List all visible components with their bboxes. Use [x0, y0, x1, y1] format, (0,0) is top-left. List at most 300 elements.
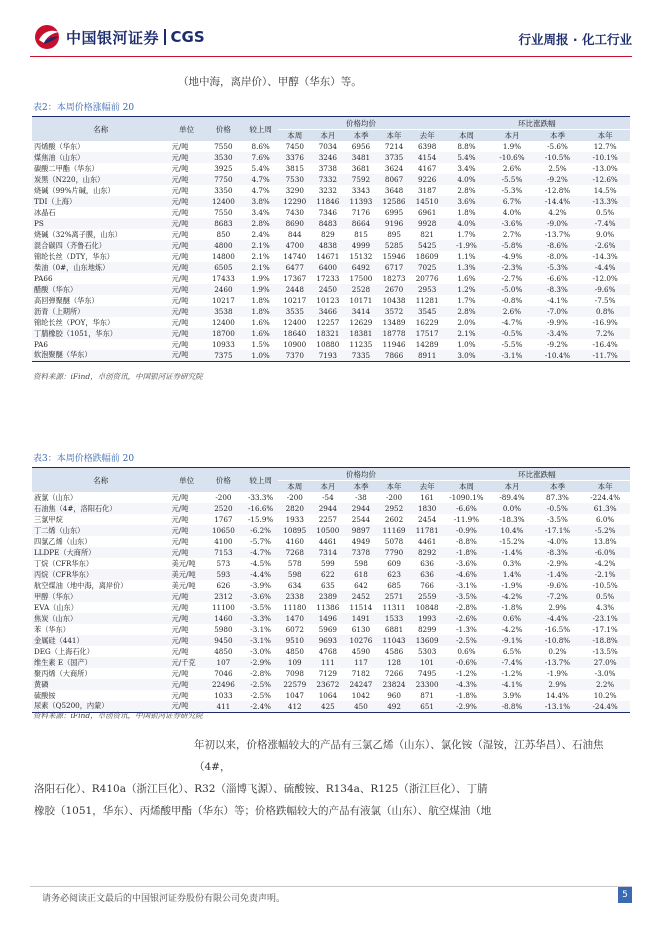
col-sub: 去年: [411, 130, 444, 142]
value-cell: 4590: [351, 647, 371, 656]
table-row: [32, 690, 630, 701]
value-cell: -13.0%: [592, 164, 618, 173]
value-cell: -1.9%: [547, 669, 568, 678]
col-name: 名称: [32, 468, 170, 493]
product-name-cell: PA6: [34, 340, 48, 349]
value-cell: 12400: [211, 318, 235, 327]
value-cell: 6995: [384, 208, 404, 217]
value-cell: 3925: [214, 164, 233, 173]
value-cell: 2.1%: [444, 328, 490, 339]
value-cell: 2454: [417, 515, 437, 524]
value-cell: 17367: [283, 274, 307, 283]
value-cell: 7176: [351, 208, 371, 217]
value-cell: -33.3%: [248, 493, 274, 502]
product-name-cell: 混合碳四（齐鲁石化）: [32, 240, 170, 251]
table-row: [32, 284, 630, 295]
value-cell: 9196: [378, 218, 411, 229]
value-cell: 4100: [214, 537, 233, 546]
value-cell: 0.5%: [580, 591, 630, 602]
value-cell: 4167: [417, 164, 437, 173]
product-name-cell: 聚丙烯（大商所）: [34, 668, 92, 678]
col-wow: 较上周: [243, 468, 278, 493]
table-row: [32, 668, 630, 679]
value-cell: 1767: [214, 515, 233, 524]
value-cell: 5303: [417, 647, 437, 656]
value-cell: 636: [411, 569, 444, 580]
value-cell: 1064: [318, 691, 337, 700]
table-row: [32, 339, 630, 350]
unit-cell: 元/吨: [171, 317, 189, 327]
value-cell: 9450: [204, 635, 243, 646]
value-cell: 11393: [344, 196, 377, 207]
col-sub: 本季: [344, 481, 377, 493]
value-cell: 4160: [285, 537, 304, 546]
value-cell: 2.0%: [457, 318, 476, 327]
product-name-cell: 石油焦（4#，洛阳石化）: [32, 503, 170, 514]
value-cell: 61.3%: [580, 503, 630, 514]
table-row: [32, 218, 630, 229]
value-cell: 7450: [285, 142, 304, 151]
value-cell: -9.0%: [535, 218, 581, 229]
value-cell: 1491: [344, 613, 377, 624]
paragraph-line: 橡胶（1051，华东）、丙烯酸甲酯（华东）等；价格跌幅较大的产品有液氯（山东）、航空煤油（地: [34, 805, 492, 817]
unit-cell: 元/吨: [170, 262, 204, 273]
value-cell: -0.5%: [535, 503, 581, 514]
unit-cell: 美元/吨: [171, 558, 196, 568]
value-cell: 2944: [311, 503, 344, 514]
table-row: [32, 503, 630, 514]
value-cell: 18381: [344, 328, 377, 339]
value-cell: 14.4%: [546, 691, 569, 700]
value-cell: 11169: [378, 525, 411, 536]
value-cell: -11.9%: [453, 515, 480, 524]
product-name-cell: 煤焦油（山东）: [32, 152, 170, 163]
value-cell: 2820: [278, 503, 311, 514]
value-cell: -9.6%: [547, 581, 568, 590]
value-cell: 3.0%: [444, 350, 490, 361]
value-cell: -6.6%: [444, 503, 490, 514]
value-cell: 2.7%: [502, 230, 522, 239]
value-cell: 2544: [351, 515, 371, 524]
value-cell: 4838: [311, 240, 344, 251]
value-cell: 10650: [204, 525, 243, 536]
value-cell: -1.9%: [501, 581, 523, 590]
table-row: [32, 613, 630, 624]
product-name-cell: 醋酸（华东）: [32, 284, 170, 295]
value-cell: 635: [321, 581, 335, 590]
value-cell: 8483: [311, 218, 344, 229]
value-cell: -3.6%: [456, 559, 477, 568]
value-cell: -2.9%: [243, 657, 278, 668]
value-cell: 3.4%: [457, 164, 476, 173]
value-cell: -5.3%: [535, 262, 581, 273]
value-cell: 87.3%: [546, 493, 569, 502]
value-cell: 618: [344, 569, 377, 580]
col-unit: 单位: [170, 468, 204, 493]
value-cell: -16.5%: [544, 625, 571, 634]
value-cell: 6956: [351, 142, 371, 151]
value-cell: 4.3%: [595, 603, 615, 612]
value-cell: 12629: [349, 318, 373, 327]
logo-english-name: CGS: [170, 28, 205, 46]
unit-cell: 元/吨: [170, 240, 204, 251]
value-cell: -7.4%: [580, 218, 630, 229]
value-cell: 1.6%: [457, 274, 476, 283]
table-row: [32, 229, 630, 240]
value-cell: -2.5%: [243, 679, 278, 690]
value-cell: 10933: [211, 340, 235, 349]
value-cell: 11180: [283, 603, 307, 612]
value-cell: -15.9%: [248, 515, 274, 524]
unit-cell: 元/吨: [170, 306, 204, 317]
value-cell: 642: [354, 581, 368, 590]
value-cell: 1.3%: [444, 262, 490, 273]
col-sub: 本季: [344, 130, 377, 142]
product-name-cell: 丁腈橡胶（1051，华东）: [32, 328, 170, 339]
value-cell: 4999: [344, 240, 377, 251]
value-cell: 3.9%: [502, 691, 522, 700]
value-cell: 4461: [417, 537, 437, 546]
value-cell: -2.8%: [250, 669, 271, 678]
product-name-cell: 甲醇（华东）: [32, 591, 170, 602]
product-name-cell: 丙烯酸（华东）: [34, 141, 85, 151]
value-cell: 3.4%: [251, 208, 270, 217]
table-row: [32, 262, 630, 273]
value-cell: 7332: [311, 174, 344, 185]
value-cell: -4.6%: [444, 569, 490, 580]
unit-cell: 元/吨: [171, 251, 189, 261]
col-sub: 本年: [580, 130, 630, 142]
value-cell: -200: [215, 493, 232, 502]
value-cell: -0.5%: [489, 328, 535, 339]
table-row: [32, 273, 630, 284]
product-name-cell: 三氯甲烷: [34, 514, 63, 524]
value-cell: 10171: [349, 296, 373, 305]
value-cell: 7046: [214, 669, 233, 678]
value-cell: 7314: [311, 547, 344, 558]
value-cell: 3187: [417, 186, 437, 195]
value-cell: 7866: [378, 350, 411, 361]
value-cell: 2448: [278, 284, 311, 295]
value-cell: -8.8%: [489, 701, 535, 712]
value-cell: 117: [344, 657, 377, 668]
value-cell: 2.6%: [502, 164, 522, 173]
value-cell: -6.0%: [580, 547, 630, 558]
table-row: [32, 602, 630, 613]
value-cell: 623: [378, 569, 411, 580]
value-cell: 2460: [204, 284, 243, 295]
value-cell: -1.4%: [535, 569, 581, 580]
table-down-caption: 表3：本周价格跌幅前 20: [33, 454, 135, 464]
product-name-cell: 苯（华东）: [34, 624, 70, 634]
value-cell: 10848: [415, 603, 439, 612]
value-cell: -13.5%: [592, 647, 618, 656]
value-cell: 2450: [311, 284, 344, 295]
value-cell: -3.5%: [547, 515, 568, 524]
value-cell: 5980: [214, 625, 233, 634]
value-cell: 598: [278, 569, 311, 580]
value-cell: 1993: [411, 613, 444, 624]
intro-text: （地中海，离岸价）、甲醇（华东）等。: [178, 76, 362, 88]
logo-chinese-name: 中国银河证券: [66, 28, 160, 47]
value-cell: -18.3%: [499, 515, 525, 524]
value-cell: 6477: [278, 262, 311, 273]
value-cell: -1.8%: [501, 603, 523, 612]
value-cell: -16.4%: [592, 340, 618, 349]
unit-cell: 美元/吨: [171, 580, 196, 590]
value-cell: 6130: [351, 625, 371, 634]
value-cell: 14671: [316, 252, 340, 261]
value-cell: 7430: [285, 208, 304, 217]
value-cell: 6072: [285, 625, 304, 634]
value-cell: -10.1%: [580, 152, 630, 163]
col-sub: 本周: [278, 130, 311, 142]
value-cell: 107: [204, 657, 243, 668]
col-sub: 本年: [580, 481, 630, 493]
value-cell: 5969: [318, 625, 337, 634]
col-sub: 本周: [444, 481, 490, 493]
value-cell: 1.8%: [457, 208, 476, 217]
value-cell: -7.4%: [489, 657, 535, 668]
value-cell: 11846: [311, 196, 344, 207]
value-cell: 626: [216, 581, 231, 590]
value-cell: 22579: [278, 679, 311, 690]
product-name-cell: 高回弹聚醚（华东）: [34, 295, 99, 305]
value-cell: -200: [385, 493, 403, 502]
value-cell: -0.8%: [501, 296, 523, 305]
footer-divider: [30, 886, 632, 887]
value-cell: -24.4%: [580, 701, 630, 712]
value-cell: 5425: [411, 240, 444, 251]
value-cell: 3545: [411, 306, 444, 317]
value-cell: 128: [378, 657, 411, 668]
value-cell: 10900: [283, 340, 307, 349]
value-cell: 14800: [211, 252, 235, 261]
value-cell: -3.1%: [456, 581, 477, 590]
report-type: 行业周报 · 化工行业: [518, 32, 632, 47]
unit-cell: 元/吨: [171, 141, 189, 151]
unit-cell: 元/吨: [171, 339, 189, 349]
value-cell: -7.5%: [594, 296, 616, 305]
value-cell: 10217: [211, 296, 235, 305]
value-cell: -2.5%: [444, 635, 490, 646]
page-number: 5: [618, 887, 632, 903]
table-row: [32, 679, 630, 690]
value-cell: -1.9%: [444, 240, 490, 251]
product-name-cell: 碳酸二甲酯（华东）: [34, 163, 99, 173]
unit-cell: 元/吨: [171, 185, 189, 195]
value-cell: 7266: [384, 669, 404, 678]
value-cell: 4768: [318, 647, 337, 656]
value-cell: 12586: [378, 196, 411, 207]
value-cell: 636: [420, 559, 434, 568]
value-cell: 3572: [378, 306, 411, 317]
table-row: [32, 163, 630, 174]
value-cell: -5.8%: [489, 240, 535, 251]
value-cell: 6398: [417, 142, 437, 151]
col-sub: 本季: [535, 130, 581, 142]
value-cell: 111: [311, 657, 344, 668]
table-row: [32, 196, 630, 207]
value-cell: 2.9%: [548, 603, 567, 612]
value-cell: -10.5%: [535, 152, 581, 163]
value-cell: 18778: [378, 328, 411, 339]
value-cell: -1090.1%: [449, 493, 484, 502]
col-price: 价格: [204, 117, 243, 142]
value-cell: -38: [355, 493, 367, 502]
table-row: [32, 514, 630, 525]
value-cell: 412: [278, 701, 311, 712]
value-cell: 20776: [415, 274, 439, 283]
value-cell: -4.4%: [243, 569, 278, 580]
value-cell: -17.1%: [592, 625, 618, 634]
table-row: [32, 569, 630, 580]
price-rise-table: [32, 116, 630, 362]
footer-disclaimer: 请务必阅读正文最后的中国银河证券股份有限公司免责声明。: [42, 894, 286, 904]
value-cell: 3738: [318, 164, 337, 173]
col-name: 名称: [32, 117, 170, 142]
value-cell: 13489: [382, 318, 406, 327]
value-cell: 11946: [382, 340, 406, 349]
table-row: [32, 657, 630, 668]
table-row: [32, 646, 630, 657]
value-cell: 17433: [211, 274, 235, 283]
value-cell: -5.2%: [580, 525, 630, 536]
value-cell: 593: [204, 569, 243, 580]
value-cell: 573: [216, 559, 231, 568]
value-cell: -9.6%: [580, 284, 630, 295]
value-cell: 10895: [278, 525, 311, 536]
table-row: [32, 580, 630, 591]
value-cell: 18321: [311, 328, 344, 339]
product-name-cell: 烧碱（99%片碱，山东）: [34, 185, 115, 195]
value-cell: 492: [378, 701, 411, 712]
value-cell: 1047: [285, 691, 304, 700]
value-cell: 2312: [204, 591, 243, 602]
value-cell: -5.3%: [501, 186, 523, 195]
value-cell: -5.7%: [250, 537, 271, 546]
value-cell: -13.1%: [535, 701, 581, 712]
value-cell: -1.2%: [501, 669, 523, 678]
value-cell: 9.0%: [595, 230, 615, 239]
value-cell: 4.0%: [444, 174, 490, 185]
unit-cell: 美元/吨: [170, 569, 204, 580]
value-cell: 4461: [318, 537, 337, 546]
value-cell: 0.2%: [548, 647, 567, 656]
col-sub: 本月: [489, 130, 535, 142]
value-cell: -5.0%: [489, 284, 535, 295]
value-cell: -5.5%: [501, 340, 523, 349]
value-cell: 1.5%: [251, 340, 270, 349]
value-cell: -14.3%: [592, 252, 618, 261]
value-cell: -13.7%: [544, 230, 571, 239]
value-cell: 8292: [411, 547, 444, 558]
value-cell: 1.9%: [251, 274, 270, 283]
unit-cell: 元/吨: [170, 152, 204, 163]
value-cell: -3.6%: [243, 591, 278, 602]
value-cell: -2.3%: [489, 262, 535, 273]
unit-cell: 元/吨: [171, 273, 189, 283]
value-cell: 3648: [384, 186, 404, 195]
header-divider: [30, 56, 632, 57]
value-cell: -3.5%: [444, 591, 490, 602]
value-cell: 3376: [278, 152, 311, 163]
value-cell: 8690: [278, 218, 311, 229]
value-cell: 634: [287, 581, 302, 590]
unit-cell: 元/吨: [170, 284, 204, 295]
value-cell: -3.0%: [250, 647, 271, 656]
col-group-change: 环比涨跌幅: [444, 468, 630, 481]
value-cell: 3.8%: [243, 196, 278, 207]
value-cell: 3481: [344, 152, 377, 163]
value-cell: 2.1%: [243, 262, 278, 273]
value-cell: 2.8%: [243, 218, 278, 229]
value-cell: 9928: [411, 218, 444, 229]
value-cell: 8664: [344, 218, 377, 229]
value-cell: 2953: [411, 284, 444, 295]
col-sub: 本年: [378, 481, 411, 493]
value-cell: -10.6%: [489, 152, 535, 163]
product-name-cell: 四氯乙烯（山东）: [34, 536, 92, 546]
value-cell: 18640: [278, 328, 311, 339]
value-cell: 27.0%: [580, 657, 630, 668]
value-cell: 815: [354, 230, 368, 239]
product-name-cell: 软泡聚醚（华东）: [32, 350, 170, 361]
value-cell: 23672: [311, 679, 344, 690]
value-cell: 12400: [204, 196, 243, 207]
value-cell: -3.1%: [243, 635, 278, 646]
product-name-cell: 维生素 E（国产）: [32, 657, 170, 668]
value-cell: 2.8%: [444, 306, 490, 317]
value-cell: -2.6%: [580, 240, 630, 251]
value-cell: -4.1%: [489, 679, 535, 690]
product-name-cell: 金属硅（441）: [32, 635, 170, 646]
value-cell: 5285: [378, 240, 411, 251]
value-cell: -4.3%: [444, 679, 490, 690]
value-cell: 1.2%: [444, 284, 490, 295]
value-cell: -6.6%: [547, 274, 568, 283]
value-cell: 17517: [411, 328, 444, 339]
value-cell: 1.7%: [457, 230, 476, 239]
col-sub: 本年: [378, 130, 411, 142]
value-cell: 5078: [384, 537, 404, 546]
product-name-cell: 锦纶长丝（DTY，华东）: [34, 251, 114, 261]
unit-cell: 元/吨: [171, 492, 189, 502]
value-cell: -5.5%: [489, 174, 535, 185]
table-row: [32, 207, 630, 218]
value-cell: -2.9%: [547, 559, 568, 568]
value-cell: -5.6%: [547, 142, 568, 151]
value-cell: -224.4%: [590, 493, 621, 502]
value-cell: -4.1%: [547, 296, 568, 305]
value-cell: 10276: [344, 635, 377, 646]
value-cell: 6492: [344, 262, 377, 273]
col-sub: 本周: [444, 130, 490, 142]
value-cell: 23300: [411, 679, 444, 690]
price-fall-table: [32, 467, 630, 713]
value-cell: 578: [287, 559, 302, 568]
value-cell: 23824: [378, 679, 411, 690]
value-cell: 4949: [351, 537, 371, 546]
paragraph-line: 年初以来，价格涨幅较大的产品有三氯乙烯（山东）、氯化铵（湿铵，江苏华昌）、石油焦（4#，: [194, 739, 604, 773]
value-cell: 829: [321, 230, 335, 239]
value-cell: 2670: [378, 284, 411, 295]
value-cell: 6881: [384, 625, 404, 634]
value-cell: 22496: [204, 679, 243, 690]
value-cell: -0.9%: [444, 525, 490, 536]
value-cell: 7153: [204, 547, 243, 558]
value-cell: 7495: [417, 669, 437, 678]
